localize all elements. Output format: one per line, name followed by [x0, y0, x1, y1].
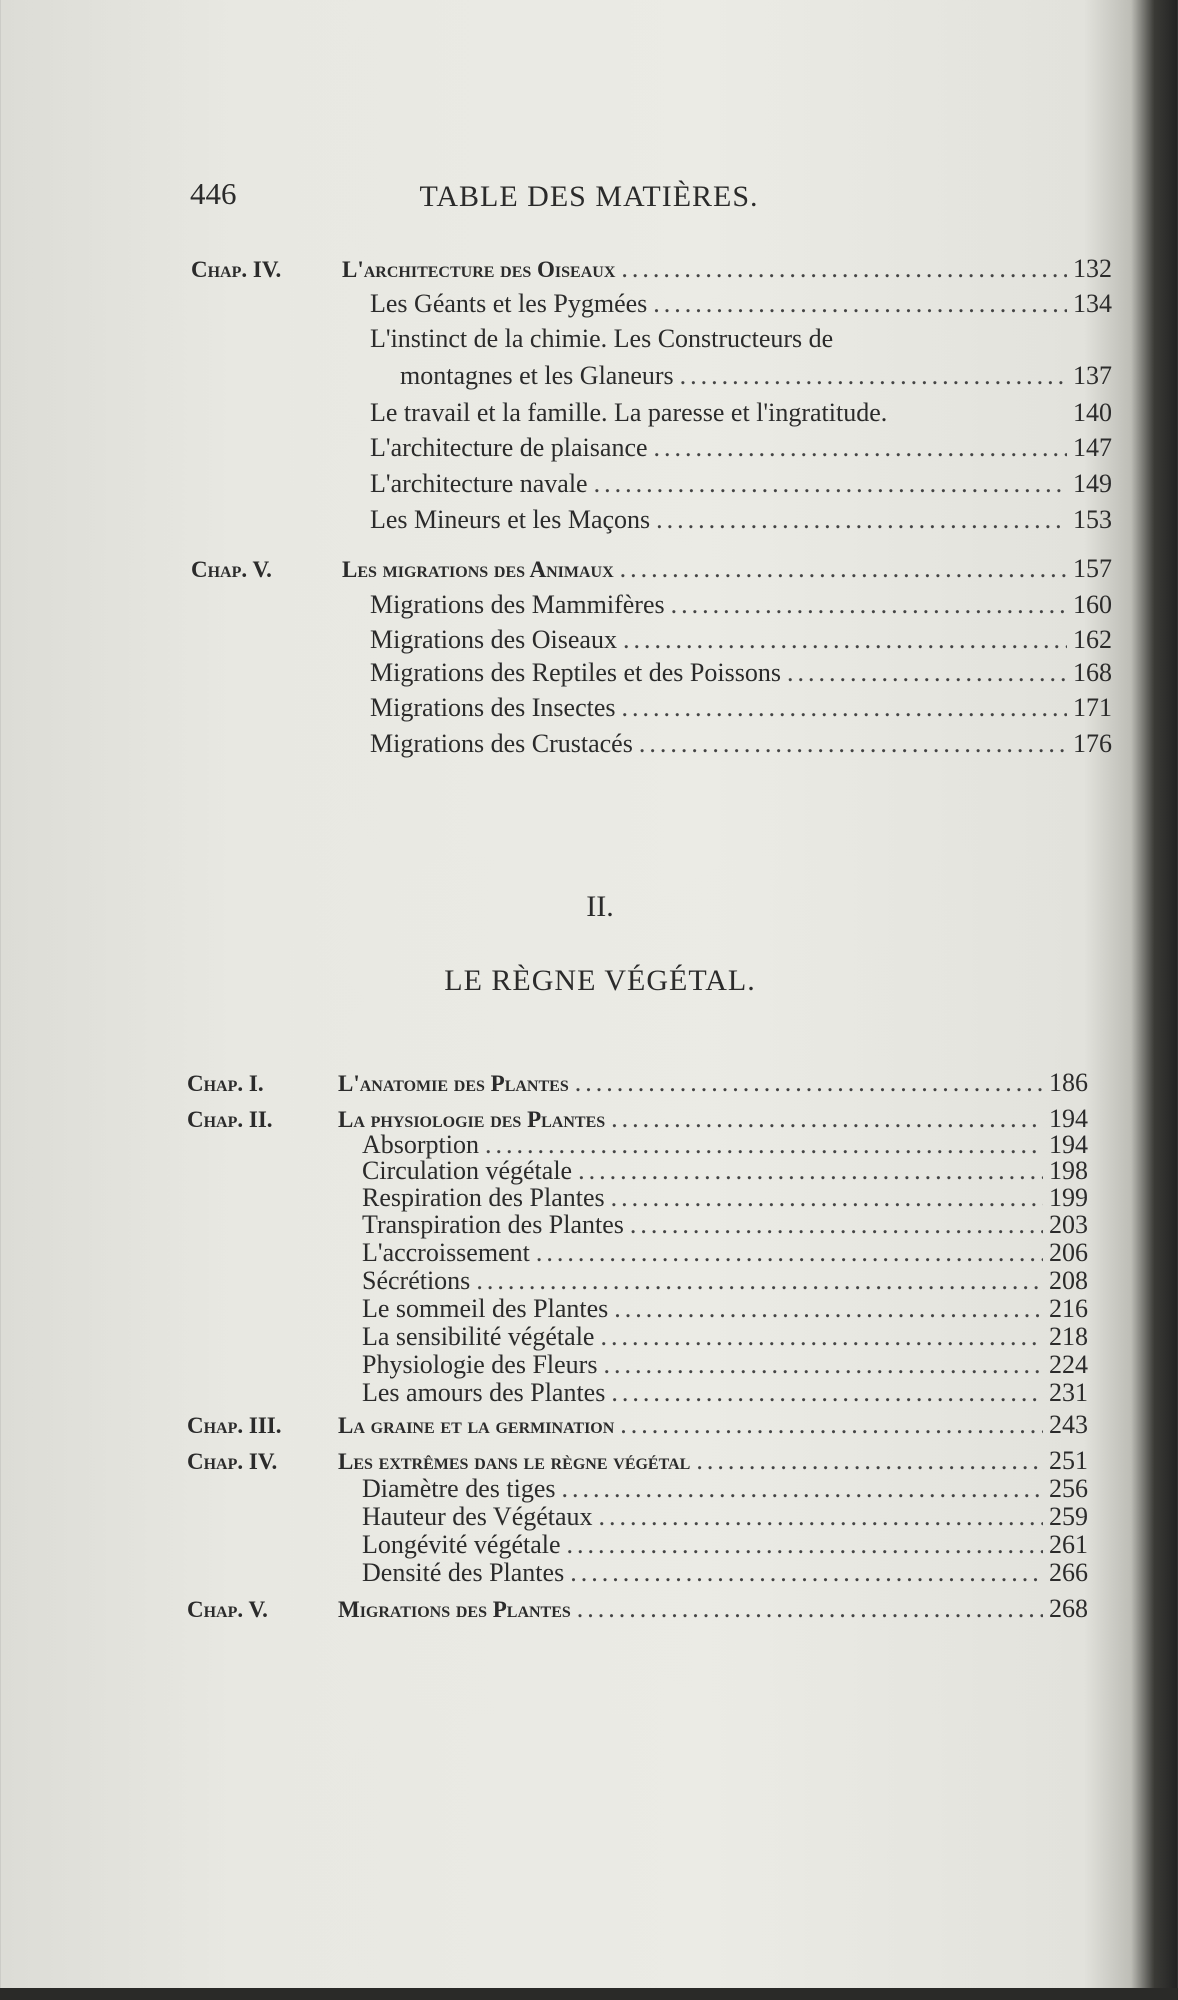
chapter-label: Chap. IV. — [187, 1449, 278, 1474]
toc-chapter-row — [191, 254, 1112, 285]
page-ref: 199 — [1049, 1183, 1088, 1212]
chapter-label: Chap. IV. — [191, 257, 282, 282]
page-ref: 149 — [1073, 469, 1112, 498]
entry-title: Physiologie des Fleurs — [362, 1350, 598, 1379]
page-ref: 218 — [1049, 1322, 1088, 1351]
page-ref: 259 — [1049, 1502, 1088, 1531]
page-ref: 266 — [1049, 1558, 1088, 1587]
entry-title: L'architecture de plaisance — [370, 433, 648, 462]
dot-leader — [622, 693, 1067, 723]
page-ref: 168 — [1073, 658, 1112, 687]
chapter-title: Les migrations des Animaux — [342, 557, 614, 582]
chapter-label: Chap. V. — [187, 1597, 268, 1622]
toc-chapter-row — [187, 1410, 1088, 1441]
dot-leader — [600, 1322, 1043, 1352]
dot-leader — [536, 1238, 1043, 1268]
entry-title: Transpiration des Plantes — [362, 1210, 624, 1239]
entry-title: Sécrétions — [362, 1266, 471, 1295]
entry-title: Migrations des Insectes — [370, 693, 616, 722]
toc-entry-row — [362, 1530, 1088, 1560]
toc-entry-row — [362, 1210, 1088, 1240]
page-ref: 134 — [1073, 289, 1112, 318]
entry-title: Le travail et la famille. La paresse et l'ingratitude. — [370, 398, 888, 427]
toc-entry-row — [362, 1266, 1088, 1296]
dot-leader — [696, 1446, 1043, 1476]
part-title: LE RÈGNE VÉGÉTAL. — [444, 964, 756, 997]
entry-title: Diamètre des tiges — [362, 1474, 556, 1503]
toc-chapter-row — [187, 1594, 1088, 1625]
entry-title: Les Géants et les Pygmées — [370, 289, 648, 318]
entry-title: Migrations des Reptiles et des Poissons — [370, 658, 781, 687]
entry-title: Longévité végétale — [362, 1530, 561, 1559]
dot-leader — [620, 1410, 1043, 1440]
toc-entry-row — [370, 289, 1112, 319]
page-ref: 171 — [1073, 693, 1112, 722]
toc-entry-row — [370, 658, 1112, 688]
page-ref: 268 — [1049, 1594, 1088, 1623]
page-ref: 140 — [1073, 398, 1112, 427]
dot-leader — [654, 433, 1067, 463]
toc-entry-row — [370, 433, 1112, 463]
page-ref: 198 — [1049, 1156, 1088, 1185]
entry-title: Respiration des Plantes — [362, 1183, 605, 1212]
toc-chapter-row — [187, 1446, 1088, 1477]
entry-title: Les amours des Plantes — [362, 1378, 606, 1407]
page-ref: 203 — [1049, 1210, 1088, 1239]
page-ref: 147 — [1073, 433, 1112, 462]
toc-entry-row — [362, 1238, 1088, 1268]
dot-leader — [787, 658, 1067, 688]
entry-title: Migrations des Crustacés — [370, 729, 633, 758]
dot-leader — [562, 1474, 1044, 1504]
entry-title: Migrations des Mammifères — [370, 590, 665, 619]
toc-entry-row — [362, 1183, 1088, 1213]
chapter-title: Les extrêmes dans le règne végétal — [338, 1449, 691, 1474]
page-ref: 206 — [1049, 1238, 1088, 1267]
chapter-label: Chap. I. — [187, 1071, 264, 1096]
page-ref: 224 — [1049, 1350, 1088, 1379]
page-ref: 160 — [1073, 590, 1112, 619]
toc-entry-row — [362, 1322, 1088, 1352]
page-ref: 216 — [1049, 1294, 1088, 1323]
entry-title: Densité des Plantes — [362, 1558, 565, 1587]
entry-title: Hauteur des Végétaux — [362, 1502, 593, 1531]
dot-leader — [680, 361, 1067, 391]
toc-entry-row — [370, 505, 1112, 535]
dot-leader — [611, 1378, 1043, 1408]
page-ref: 194 — [1049, 1104, 1088, 1133]
entry-title: montagnes et les Glaneurs — [400, 361, 674, 390]
page-ref: 243 — [1049, 1410, 1088, 1439]
dot-leader — [671, 590, 1067, 620]
entry-title: Les Mineurs et les Maçons — [370, 505, 651, 534]
dot-leader — [476, 1266, 1043, 1296]
dot-leader — [639, 729, 1067, 759]
toc-chapter-row — [191, 554, 1112, 585]
toc-entry-row — [362, 1156, 1088, 1186]
toc-entry-row — [362, 1294, 1088, 1324]
page-ref: 157 — [1073, 554, 1112, 583]
toc-entry-row — [370, 729, 1112, 759]
entry-title: La sensibilité végétale — [362, 1322, 595, 1351]
chapter-title: La graine et la germination — [338, 1413, 615, 1438]
entry-title: Le sommeil des Plantes — [362, 1294, 609, 1323]
page-ref: 194 — [1049, 1130, 1088, 1159]
chapter-title: Migrations des Plantes — [338, 1597, 571, 1622]
toc-entry-row — [370, 398, 1112, 428]
part-number: II. — [586, 890, 614, 923]
entry-title: Absorption — [362, 1130, 479, 1159]
dot-leader — [611, 1183, 1043, 1213]
chapter-label: Chap. III. — [187, 1413, 282, 1438]
page-ref: 261 — [1049, 1530, 1088, 1559]
chapter-title: L'architecture des Oiseaux — [342, 257, 616, 282]
dot-leader — [614, 1294, 1043, 1324]
dot-leader — [575, 1068, 1043, 1098]
page-ref: 251 — [1049, 1446, 1088, 1475]
toc-entry-row — [370, 590, 1112, 620]
toc-entry-row — [362, 1558, 1088, 1588]
page-ref: 132 — [1073, 254, 1112, 283]
entry-title: Circulation végétale — [362, 1156, 573, 1185]
page-ref: 231 — [1049, 1378, 1088, 1407]
chapter-label: Chap. II. — [187, 1107, 273, 1132]
dot-leader — [594, 469, 1067, 499]
chapter-title: L'anatomie des Plantes — [338, 1071, 569, 1096]
toc-entry-row — [370, 469, 1112, 499]
dot-leader — [653, 289, 1067, 319]
chapter-label: Chap. V. — [191, 557, 272, 582]
entry-title: L'instinct de la chimie. Les Constructeurs de — [370, 324, 834, 353]
book-edge — [0, 1988, 1178, 2000]
toc-entry-row — [400, 361, 1112, 391]
dot-leader — [570, 1558, 1043, 1588]
toc-chapter-row — [187, 1068, 1088, 1099]
page-ref: 186 — [1049, 1068, 1088, 1097]
entry-title: L'architecture navale — [370, 469, 588, 498]
dot-leader — [577, 1594, 1043, 1624]
toc-entry-row — [370, 625, 1112, 655]
page-number: 446 — [190, 176, 237, 211]
page-ref: 137 — [1073, 361, 1112, 390]
page-ref: 208 — [1049, 1266, 1088, 1295]
toc-entry-row — [362, 1474, 1088, 1504]
page-ref: 176 — [1073, 729, 1112, 758]
dot-leader — [623, 625, 1067, 655]
dot-leader — [656, 505, 1067, 535]
toc-entry-row — [362, 1378, 1088, 1408]
chapter-title: La physiologie des Plantes — [338, 1107, 606, 1132]
dot-leader — [603, 1350, 1043, 1380]
entry-title: L'accroissement — [362, 1238, 530, 1267]
dot-leader — [620, 554, 1067, 584]
page-ref: 256 — [1049, 1474, 1088, 1503]
toc-entry-row — [370, 693, 1112, 723]
dot-leader — [621, 254, 1067, 284]
dot-leader — [567, 1530, 1043, 1560]
toc-entry-row — [370, 324, 1112, 354]
running-title: TABLE DES MATIÈRES. — [419, 180, 759, 213]
dot-leader — [630, 1210, 1043, 1240]
dot-leader — [578, 1156, 1043, 1186]
toc-entry-row — [362, 1350, 1088, 1380]
page-ref: 162 — [1073, 625, 1112, 654]
entry-title: Migrations des Oiseaux — [370, 625, 617, 654]
dot-leader — [599, 1502, 1043, 1532]
toc-entry-row — [362, 1502, 1088, 1532]
page-ref: 153 — [1073, 505, 1112, 534]
